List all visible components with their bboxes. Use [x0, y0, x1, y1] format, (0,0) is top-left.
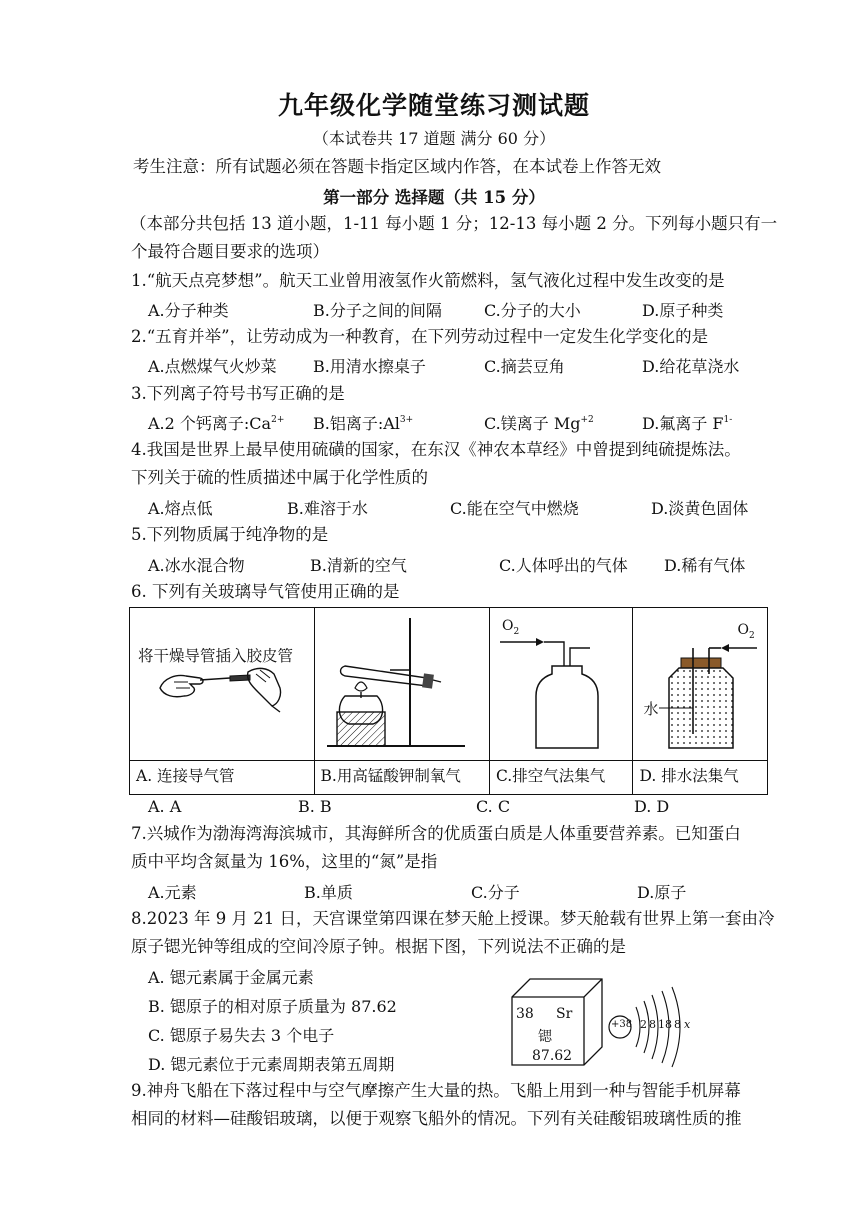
q6-water-label: 水: [643, 700, 659, 718]
q2-option-a: A.点燃煤气火炒菜: [148, 357, 277, 376]
q1-option-c: C.分子的大小: [484, 301, 581, 320]
q6-cell-a-text: 将干燥导管插入胶皮管: [138, 647, 294, 665]
q4-option-d: D.淡黄色固体: [651, 499, 749, 518]
q3-option-d: D.氟离子 $F^{1-}$: [642, 414, 733, 433]
notice-text: 考生注意：所有试题必须在答题卡指定区域内作答，在本试卷上作答无效: [133, 157, 661, 176]
section-heading: 第一部分 选择题（共 15 分）: [323, 188, 545, 207]
q3-option-b: B.铝离子$:Al^{3+}$: [313, 414, 414, 433]
q6-figure-table: [129, 607, 768, 795]
element-number: 38: [516, 1006, 534, 1022]
q7-stem-line2: 质中平均含氮量为 16%，这里的“氮”是指: [131, 852, 438, 871]
page-title: 九年级化学随堂练习测试题: [277, 91, 590, 120]
element-symbol: Sr: [556, 1006, 573, 1022]
q4-option-a: A.熔点低: [148, 499, 213, 518]
q2-option-c: C.摘芸豆角: [484, 357, 565, 376]
q3-option-a: A.2 个钙离子$:Ca^{2+}$: [148, 414, 285, 433]
q6-cell-a: [130, 608, 315, 761]
q7-option-a: A.元素: [148, 883, 197, 902]
atom-shell-1: 2: [640, 1018, 647, 1031]
q2-option-d: D.给花草浇水: [642, 357, 740, 376]
q6-cell-c: [490, 608, 633, 761]
q5-option-a: A.冰水混合物: [148, 556, 245, 575]
element-mass: 87.62: [532, 1048, 573, 1064]
page-subtitle: （本试卷共 17 道题 满分 60 分）: [312, 129, 556, 148]
q6-d-gas-label: $O_2$: [737, 622, 755, 641]
q5-option-c: C.人体呼出的气体: [499, 556, 628, 575]
atom-shell-5: x: [684, 1018, 691, 1031]
q6-caption-b: B.用高锰酸钾制氧气: [314, 761, 489, 795]
q8-option-c: C. 锶原子易失去 3 个电子: [148, 1026, 335, 1045]
hands-inserting-tube-icon: [130, 608, 315, 760]
q8-option-b: B. 锶原子的相对原子质量为 87.62: [148, 997, 397, 1016]
q6-caption-d: D. 排水法集气: [633, 761, 768, 795]
q7-option-b: B.单质: [304, 883, 353, 902]
q6-option-d: D. D: [634, 797, 670, 816]
element-name: 锶: [538, 1029, 552, 1045]
atom-shell-2: 8: [649, 1018, 656, 1031]
q6-cell-d: [633, 608, 768, 761]
atom-shell-3: 18: [658, 1018, 672, 1031]
atom-shell-4: 8: [674, 1018, 681, 1031]
q5-option-d: D.稀有气体: [664, 556, 746, 575]
q1-option-b: B.分子之间的间隔: [313, 301, 442, 320]
q1-option-d: D.原子种类: [642, 301, 724, 320]
q3-stem: 3.下列离子符号书写正确的是: [131, 384, 345, 403]
q6-option-b: B. B: [298, 797, 332, 816]
gas-bottle-air-collection-icon: [490, 608, 633, 760]
q5-stem: 5.下列物质属于纯净物的是: [131, 525, 329, 544]
q4-stem-line1: 4.我国是世界上最早使用硫磺的国家，在东汉《神农本草经》中曾提到纯硫提炼法。: [131, 440, 741, 459]
q6-option-a: A. A: [148, 797, 182, 816]
q4-option-b: B.难溶于水: [287, 499, 368, 518]
q7-option-c: C.分子: [471, 883, 520, 902]
kmno4-oxygen-apparatus-icon: [315, 608, 490, 760]
q8-stem-line1: 8.2023 年 9 月 21 日，天宫课堂第四课在梦天舱上授课。梦天舱载有世界上第一套由冷: [131, 909, 775, 928]
q7-option-d: D.原子: [637, 883, 687, 902]
q6-c-gas-label: $O_2$: [502, 618, 520, 637]
q4-stem-line2: 下列关于硫的性质描述中属于化学性质的: [131, 468, 428, 487]
q1-stem: 1.“航天点亮梦想”。航天工业曾用液氢作火箭燃料，氢气液化过程中发生改变的是: [131, 271, 725, 290]
q6-option-c: C. C: [476, 797, 511, 816]
q1-option-a: A.分子种类: [148, 301, 229, 320]
q6-stem: 6. 下列有关玻璃导气管使用正确的是: [131, 582, 400, 601]
q8-option-d: D. 锶元素位于元素周期表第五周期: [148, 1055, 395, 1074]
section-intro-line1: （本部分共包括 13 道小题，1-11 每小题 1 分；12-13 每小题 2 分。下列每小题只有一: [130, 214, 778, 233]
q8-option-a: A. 锶元素属于金属元素: [148, 968, 314, 987]
q6-caption-c: C.排空气法集气: [490, 761, 633, 795]
q6-cell-b: [314, 608, 489, 761]
q8-stem-line2: 原子锶光钟等组成的空间冷原子钟。根据下图，下列说法不正确的是: [131, 937, 626, 956]
q2-option-b: B.用清水擦桌子: [313, 357, 426, 376]
q7-stem-line1: 7.兴城作为渤海湾海滨城市，其海鲜所含的优质蛋白质是人体重要营养素。已知蛋白: [131, 824, 741, 843]
atom-nucleus: +38: [611, 1019, 633, 1030]
q2-stem: 2.“五育并举”，让劳动成为一种教育，在下列劳动过程中一定发生化学变化的是: [131, 327, 709, 346]
q3-option-c: C.镁离子 $Mg^{+2}$: [484, 414, 594, 433]
q5-option-b: B.清新的空气: [310, 556, 407, 575]
q9-line1: 9.神舟飞船在下落过程中与空气摩擦产生大量的热。飞船上用到一种与智能手机屏幕: [131, 1081, 741, 1100]
water-displacement-collection-icon: [633, 608, 767, 760]
section-intro-line2: 个最符合题目要求的选项）: [131, 242, 329, 261]
q9-line2: 相同的材料—硅酸铝玻璃，以便于观察飞船外的情况。下列有关硅酸铝玻璃性质的推: [131, 1109, 742, 1128]
q6-caption-a: A. 连接导气管: [130, 761, 315, 795]
q4-option-c: C.能在空气中燃烧: [450, 499, 579, 518]
